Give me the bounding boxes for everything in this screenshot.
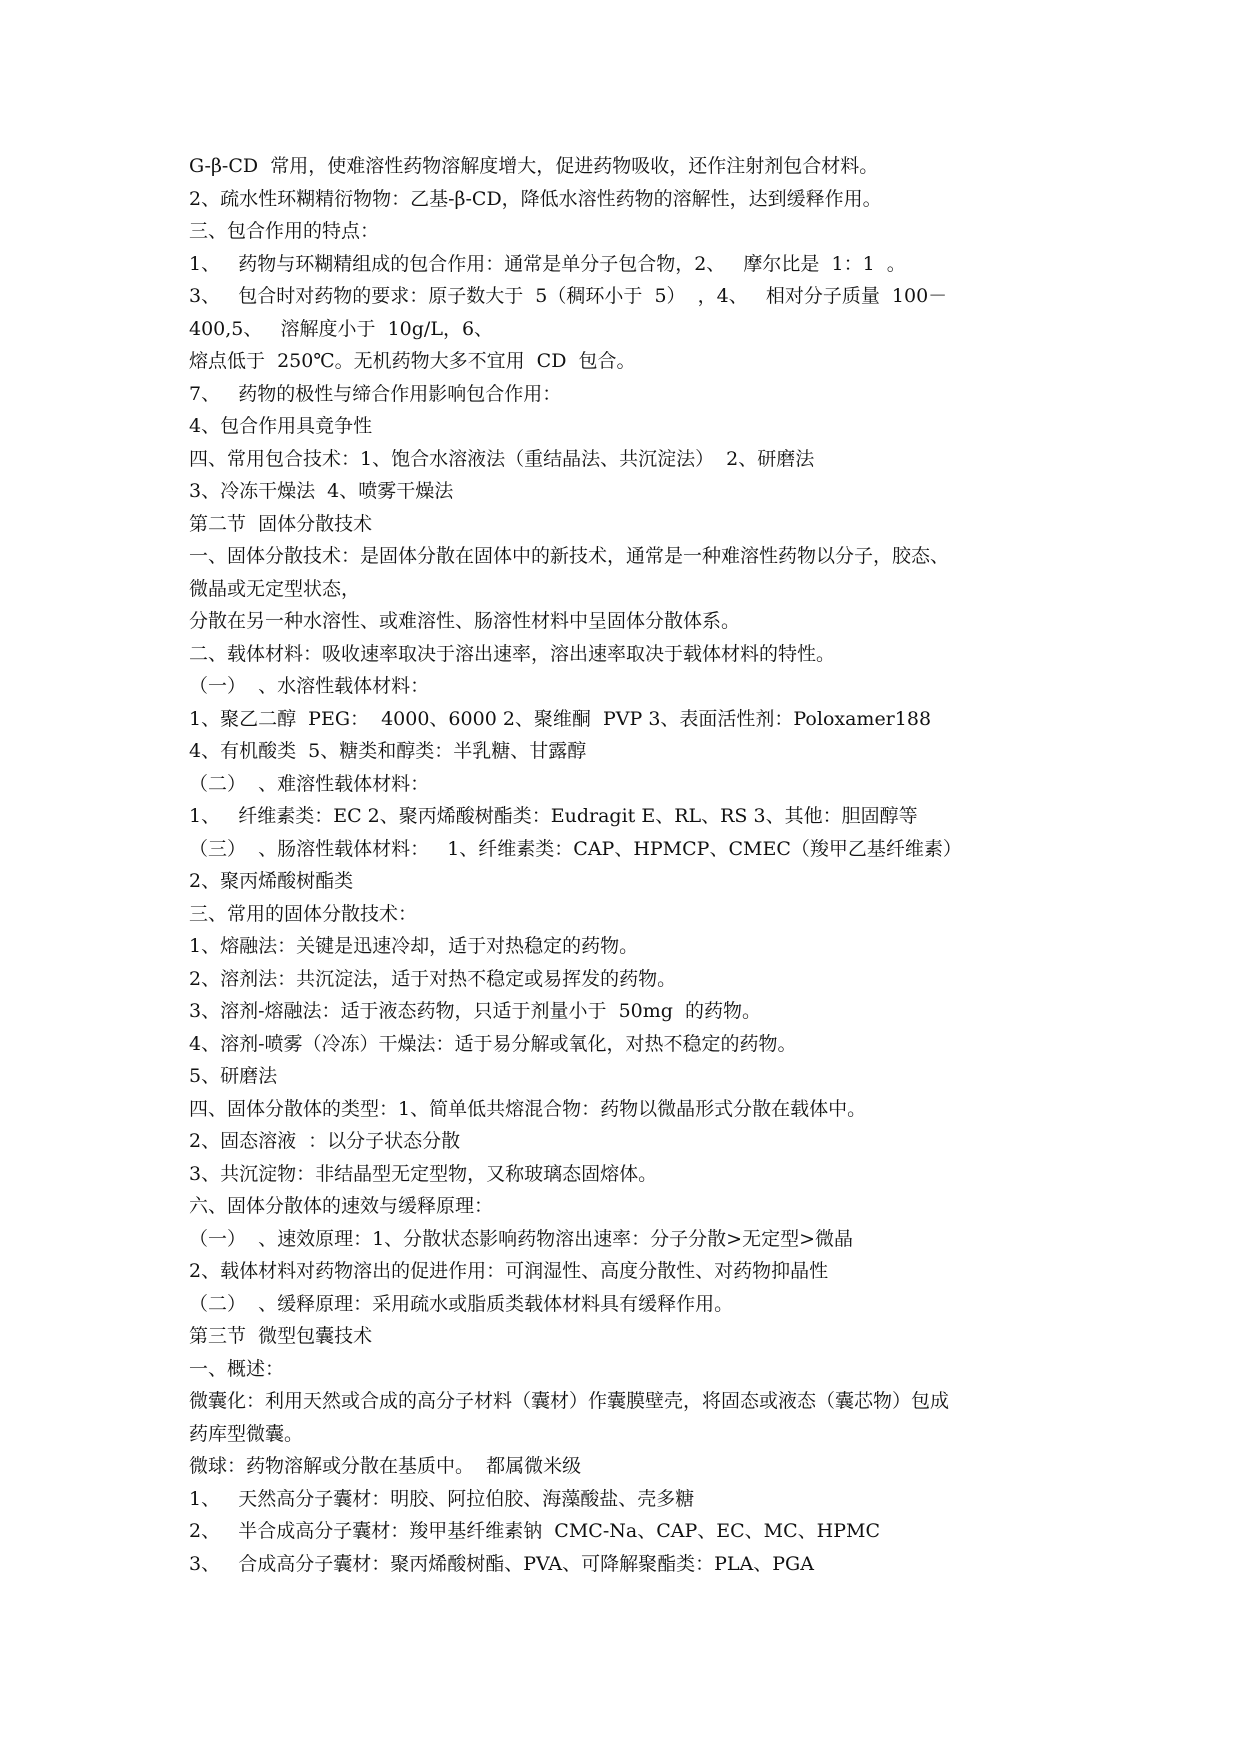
text-line: 4、包合作用具竟争性 — [189, 415, 373, 437]
text-line: 药库型微囊。 — [189, 1422, 304, 1445]
text-line: 微球：药物溶解或分散在基质中。 都属微米级 — [189, 1455, 582, 1477]
text-line: 1、熔融法：关键是迅速冷却，适于对热稳定的药物。 — [189, 935, 639, 957]
text-line: 熔点低于 250℃。无机药物大多不宜用 CD 包合。 — [189, 350, 636, 372]
section-heading: 三、常用的固体分散技术： — [189, 902, 418, 925]
document-body — [189, 150, 1069, 1580]
section-heading: 四、常用包合技术：1、饱合水溶液法（重结晶法、共沉淀法） 2、研磨法 — [189, 447, 815, 470]
section-heading: 六、固体分散体的速效与缓释原理： — [189, 1195, 494, 1217]
text-line: 4、溶剂-喷雾（冷冻）干燥法：适于易分解或氧化，对热不稳定的药物。 — [189, 1032, 797, 1055]
text-line: 1、 纤维素类：EC 2、聚丙烯酸树酯类：Eudragit E、RL、RS 3、其他：胆固醇等 — [189, 805, 918, 827]
subsection-heading: （二） 、难溶性载体材料： — [189, 772, 430, 795]
text-line: 微囊化：利用天然或合成的高分子材料（囊材）作囊膜壁壳，将固态或液态（囊芯物）包成 — [189, 1390, 950, 1412]
chapter-heading: 第三节 微型包囊技术 — [189, 1325, 373, 1347]
section-heading: 三、包合作用的特点： — [189, 220, 380, 242]
subsection-heading: （二） 、缓释原理：采用疏水或脂质类载体材料具有缓释作用。 — [189, 1292, 734, 1315]
text-line: 1、聚乙二醇 PEG： 4000、6000 2、聚维酮 PVP 3、表面活性剂：Poloxamer188 — [189, 707, 932, 730]
section-heading: 一、概述： — [189, 1357, 285, 1380]
text-line: 2、载体材料对药物溶出的促进作用：可润湿性、高度分散性、对药物抑晶性 — [189, 1260, 829, 1282]
subsection-heading: （三） 、肠溶性载体材料： 1、纤维素类：CAP、HPMCP、CMEC（羧甲乙基纤维素） — [189, 837, 962, 860]
chapter-heading: 第二节 固体分散技术 — [189, 512, 373, 535]
text-line: 2、聚丙烯酸树酯类 — [189, 870, 354, 892]
text-line: 7、 药物的极性与缔合作用影响包合作用： — [189, 382, 562, 405]
text-line: 2、 半合成高分子囊材：羧甲基纤维素钠 CMC-Na、CAP、EC、MC、HPMC — [189, 1520, 880, 1542]
text-line: 400,5、 溶解度小于 10g/L，6、 — [189, 317, 494, 340]
text-line: 3、 合成高分子囊材：聚丙烯酸树酯、PVA、可降解聚酯类：PLA、PGA — [189, 1552, 814, 1575]
text-line: 5、研磨法 — [189, 1065, 278, 1087]
text-line: 2、溶剂法：共沉淀法，适于对热不稳定或易挥发的药物。 — [189, 967, 677, 990]
subsection-heading: （一） 、水溶性载体材料： — [189, 675, 430, 697]
text-line: 1、 药物与环糊精组成的包合作用：通常是单分子包合物，2、 摩尔比是 1：1 。 — [189, 252, 906, 275]
section-heading: 一、固体分散技术：是固体分散在固体中的新技术，通常是一种难溶性药物以分子，胶态、 — [189, 545, 950, 567]
subsection-heading: （一） 、速效原理：1、分散状态影响药物溶出速率：分子分散>无定型>微晶 — [189, 1227, 854, 1250]
section-heading: 四、固体分散体的类型：1、简单低共熔混合物：药物以微晶形式分散在载体中。 — [189, 1097, 867, 1120]
text-line: 3、冷冻干燥法 4、喷雾干燥法 — [189, 480, 454, 502]
text-line: 3、共沉淀物：非结晶型无定型物，又称玻璃态固熔体。 — [189, 1162, 658, 1185]
text-line: 2、疏水性环糊精衍物物：乙基-β-CD，降低水溶性药物的溶解性，达到缓释作用。 — [189, 187, 882, 210]
text-line: 2、固态溶液 ：以分子状态分散 — [189, 1130, 461, 1152]
text-line: 4、有机酸类 5、糖类和醇类：半乳糖、甘露醇 — [189, 740, 587, 762]
text-line: 分散在另一种水溶性、或难溶性、肠溶性材料中呈固体分散体系。 — [189, 610, 741, 632]
text-line: G-β-CD 常用，使难溶性药物溶解度增大，促进药物吸收，还作注射剂包合材料。 — [189, 155, 879, 177]
text-line: 3、溶剂-熔融法：适于液态药物，只适于剂量小于 50mg 的药物。 — [189, 1000, 762, 1022]
text-line: 微晶或无定型状态， — [189, 577, 361, 600]
section-heading: 二、载体材料：吸收速率取决于溶出速率，溶出速率取决于载体材料的特性。 — [189, 642, 836, 665]
text-line: 1、 天然高分子囊材：明胶、阿拉伯胶、海藻酸盐、壳多糖 — [189, 1487, 695, 1510]
text-line: 3、 包合时对药物的要求：原子数大于 5（稠环小于 5） ，4、 相对分子质量 100－ — [189, 285, 948, 307]
